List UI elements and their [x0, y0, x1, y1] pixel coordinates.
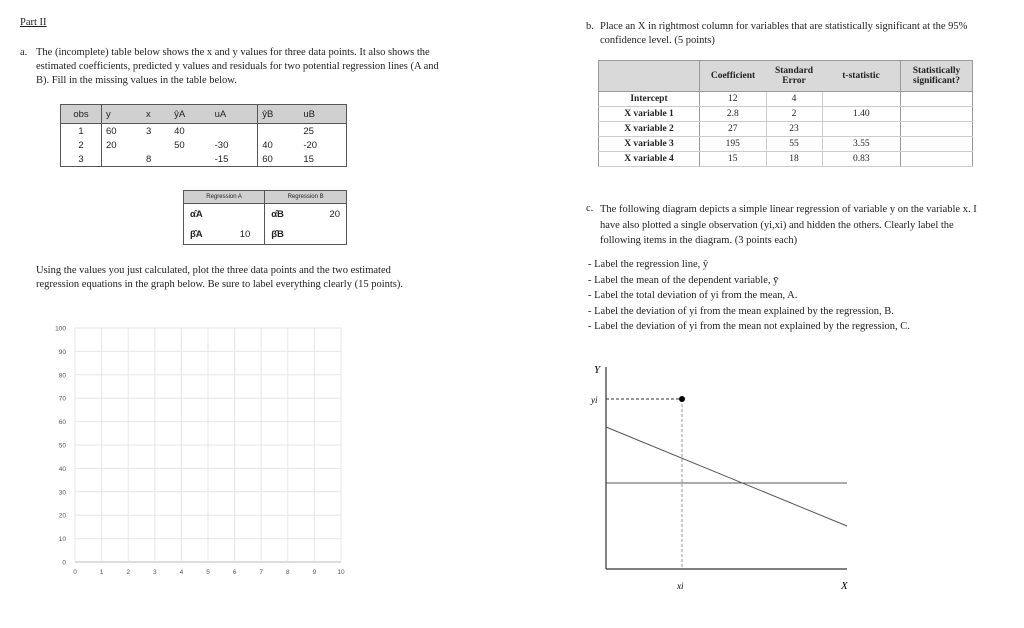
row-label: X variable 1 [599, 107, 700, 122]
part-title: Part II [20, 17, 47, 28]
significant-cell[interactable] [901, 122, 973, 137]
t-stat-cell[interactable] [822, 92, 901, 107]
table-row [61, 152, 347, 167]
cell: 2 [61, 138, 102, 152]
table-row [599, 152, 973, 167]
table-row [184, 204, 347, 225]
t-stat-cell: 0.83 [822, 152, 901, 167]
coefficient-cell: 27 [700, 122, 767, 137]
y-axis-label: Y [594, 364, 601, 376]
x-axis-label: X [841, 580, 848, 592]
section-c-marker: c. [586, 203, 594, 214]
header-significant: Statistically significant? [901, 61, 973, 92]
table-row [599, 137, 973, 152]
y-tick-label: 0 [62, 559, 66, 567]
coefficient-cell: 195 [700, 137, 767, 152]
cell[interactable] [102, 152, 142, 167]
significant-cell[interactable] [901, 137, 973, 152]
regression-line [606, 427, 847, 526]
cell: -20 [303, 139, 318, 151]
header-u-a: uA [211, 105, 258, 124]
significance-table [598, 60, 973, 167]
table-row [599, 92, 973, 107]
section-a-marker: a. [20, 47, 28, 58]
beta-b-value[interactable] [307, 224, 346, 245]
t-stat-cell[interactable] [822, 122, 901, 137]
header-y: y [102, 105, 142, 124]
alpha-b-label: α̂B [265, 204, 308, 225]
row-label: Intercept [599, 92, 700, 107]
observation-point [679, 396, 685, 402]
x-tick-label: 5 [206, 569, 210, 576]
row-label: X variable 4 [599, 152, 700, 167]
std-error-cell: 55 [766, 137, 822, 152]
label-item: - Label the total deviation of yi from the mean, A. [588, 290, 798, 301]
regression-diagram[interactable] [580, 355, 880, 605]
label-item: - Label the regression line, ŷ [588, 259, 709, 270]
x-tick-label: 8 [285, 569, 290, 576]
x-tick-label: 1 [99, 569, 104, 576]
coef-header-row [184, 191, 347, 204]
table-row [184, 224, 347, 245]
row-label: X variable 3 [599, 137, 700, 152]
y-tick-label: 50 [58, 442, 66, 450]
cell[interactable] [142, 138, 170, 152]
cell[interactable] [211, 124, 258, 139]
cell: 20 [106, 139, 117, 151]
std-error-cell: 18 [766, 152, 822, 167]
section-b-text: Place an X in rightmost column for variables that are statistically significant at the 95% confidence level. (5 points) [600, 21, 968, 46]
t-stat-cell: 3.55 [822, 137, 901, 152]
header-x: x [142, 105, 170, 124]
y-tick-label: 90 [58, 348, 66, 356]
cell: 25 [303, 125, 314, 137]
t-stat-cell: 1.40 [822, 107, 901, 122]
cell: 50 [174, 139, 185, 151]
y-tick-label: 100 [55, 325, 66, 333]
cell: 3 [61, 152, 102, 167]
label-item: - Label the deviation of yi from the mean explained by the regression, B. [588, 305, 894, 317]
coefficient-cell: 2.8 [700, 107, 767, 122]
alpha-a-value[interactable] [226, 204, 265, 225]
std-error-cell: 2 [766, 107, 822, 122]
section-a-text: The (incomplete) table below shows the x and y values for three data points. It also shows the estimated coefficients, predicted y values and residuals for two potential regression lines (A and B). Fill in the missing values in the table below. [36, 47, 439, 86]
cell: 3 [145, 125, 152, 137]
x-tick-label: 0 [73, 569, 77, 576]
y-tick-label: 20 [58, 512, 66, 520]
y-tick-label: 60 [58, 419, 66, 427]
section-c-text: The following diagram depicts a simple linear regression of variable y on the variable x. I have also plotted a single observation (yi,xi) and hidden the others. Clearly label the following items in the diagram. (3 points each) [600, 204, 977, 246]
cell: -15 [214, 153, 229, 165]
plot-instructions: Using the values you just calculated, plot the three data points and the two estimated regression equations in the graph below. Be sure to label everything clearly (15 points). [36, 265, 404, 290]
empty-plot-grid[interactable] [0, 318, 360, 580]
beta-a-value: 10 [239, 228, 251, 240]
table-header-row [61, 105, 347, 124]
header-u-b: uB [299, 105, 346, 124]
coefficient-cell: 15 [700, 152, 767, 167]
section-b-marker: b. [586, 21, 594, 32]
y-tick-label: 70 [58, 395, 66, 403]
header-regression-b: Regression B [265, 191, 347, 204]
header-obs: obs [61, 105, 102, 124]
beta-a-label: β̂A [190, 228, 203, 240]
cell[interactable] [170, 152, 210, 167]
x-tick-label: 2 [126, 569, 131, 576]
table-row [61, 124, 347, 139]
x-tick-label: 6 [232, 569, 237, 576]
label-item: - Label the mean of the dependent variable, ȳ [588, 274, 779, 286]
coefficient-cell: 12 [700, 92, 767, 107]
x-tick-label: 4 [179, 569, 184, 576]
table-row [599, 107, 973, 122]
y-tick-label: 30 [58, 489, 66, 497]
label-item: - Label the deviation of yi from the mean not explained by the regression, C. [588, 321, 910, 332]
significant-cell[interactable] [901, 107, 973, 122]
x-tick-label: 3 [152, 569, 157, 576]
cell: 60 [258, 152, 300, 167]
y-tick-label: 40 [58, 465, 66, 473]
table-header-row [599, 61, 973, 92]
beta-b-label: β̂B [265, 224, 308, 245]
std-error-cell: 4 [766, 92, 822, 107]
alpha-b-value: 20 [329, 208, 340, 220]
table-row [61, 138, 347, 152]
x-tick-label: 10 [337, 569, 345, 576]
header-yhat-a: ŷA [170, 105, 210, 124]
header-standard-error: Standard Error [766, 61, 822, 92]
cell: -30 [214, 139, 229, 151]
cell[interactable] [258, 124, 300, 139]
alpha-a-label: α̂A [190, 208, 203, 220]
row-label: X variable 2 [599, 122, 700, 137]
cell: 60 [106, 125, 117, 137]
header-regression-a: Regression A [184, 191, 265, 204]
label-items-list [588, 257, 910, 335]
x-tick-label: 9 [312, 569, 317, 576]
significant-cell[interactable] [901, 92, 973, 107]
significant-cell[interactable] [901, 152, 973, 167]
cell: 40 [258, 138, 300, 152]
cell: 40 [174, 125, 185, 137]
cell: 8 [145, 153, 152, 165]
data-table [60, 104, 347, 167]
x-tick-label: 7 [259, 569, 264, 576]
header-coefficient: Coefficient [700, 61, 767, 92]
xi-label: xi [677, 581, 684, 591]
header-blank [599, 61, 700, 92]
cell: 15 [303, 153, 314, 165]
table-row [599, 122, 973, 137]
y-tick-label: 10 [58, 536, 66, 544]
cell: 1 [61, 124, 102, 139]
coefficient-table [183, 190, 347, 245]
y-tick-label: 80 [58, 372, 66, 380]
yi-label: yi [591, 395, 598, 405]
std-error-cell: 23 [766, 122, 822, 137]
header-yhat-b: ŷB [258, 105, 300, 124]
header-t-statistic: t-statistic [822, 61, 901, 92]
